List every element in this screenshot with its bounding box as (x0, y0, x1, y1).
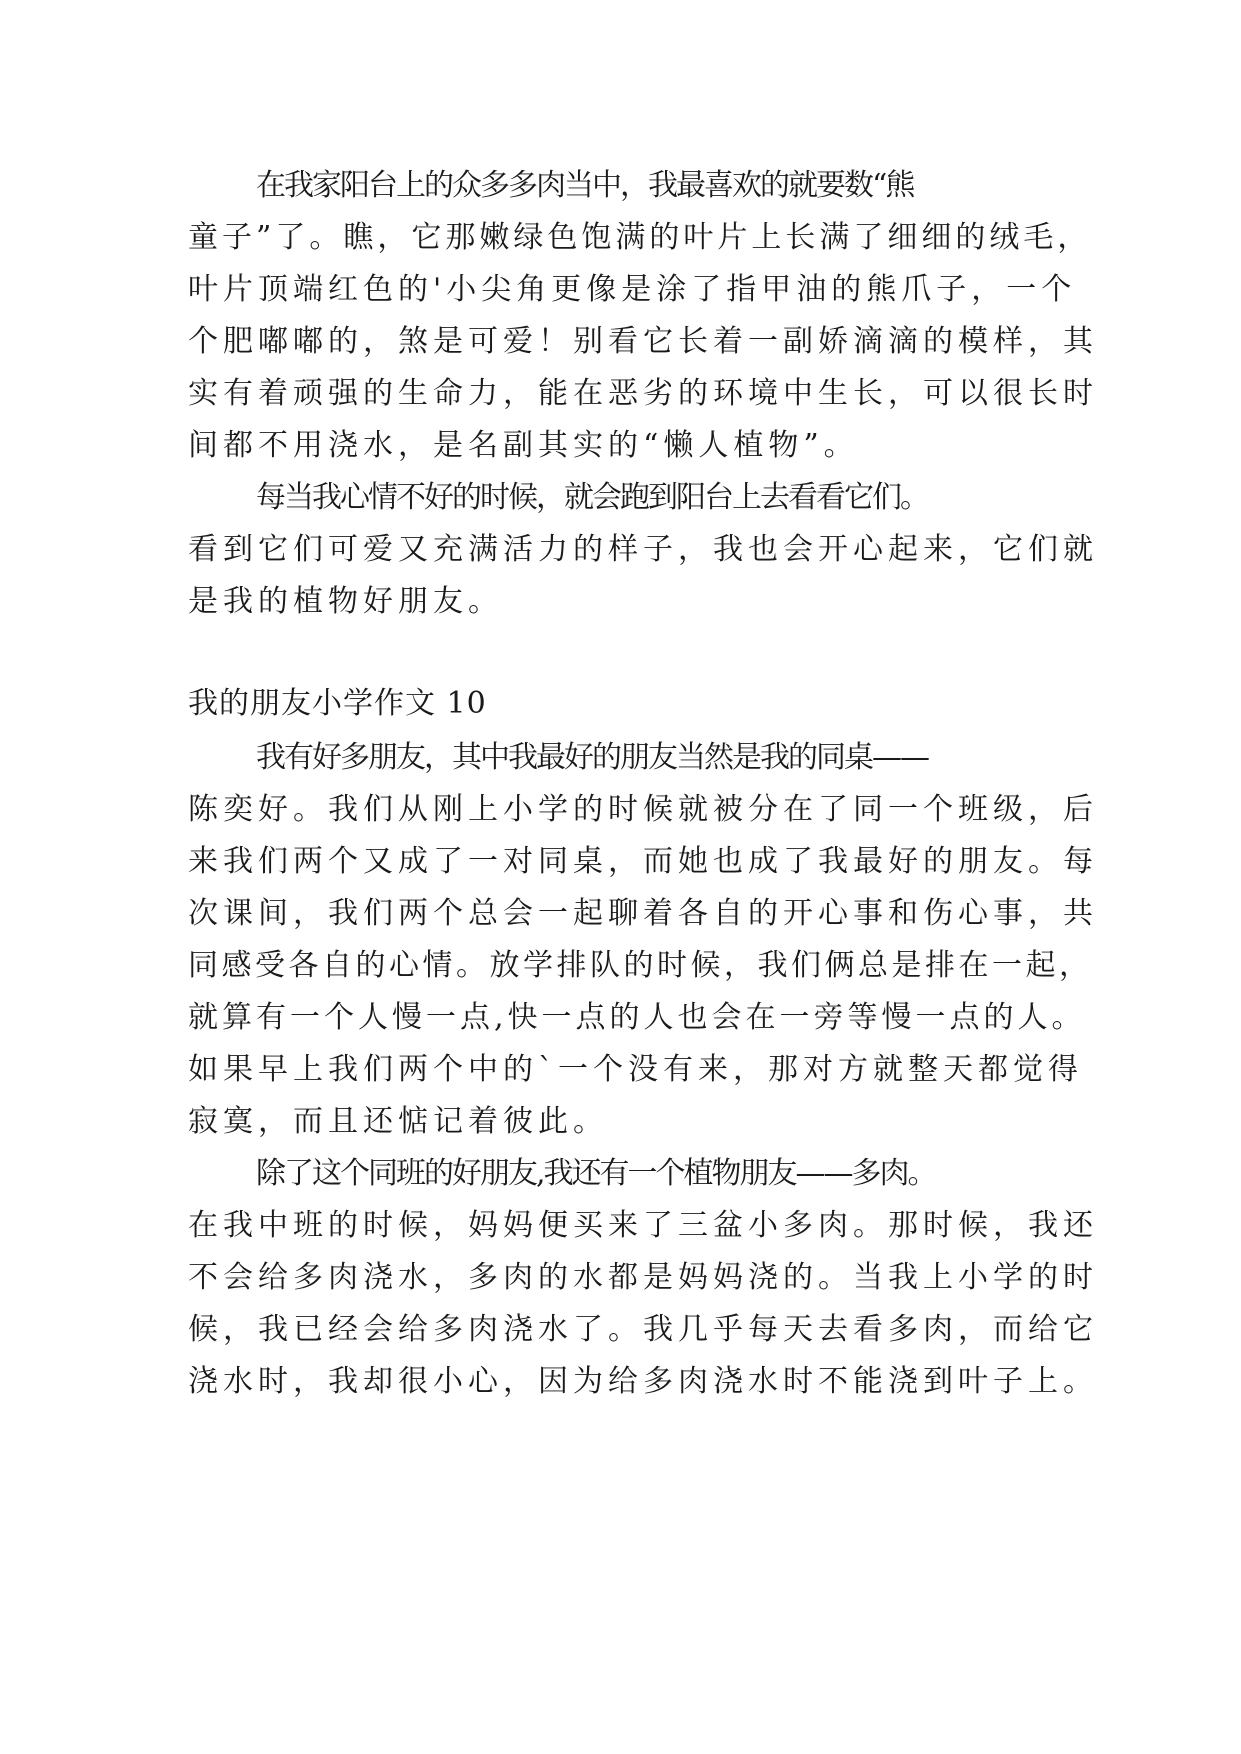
paragraph-line: 实有着顽强的生命力，能在恶劣的环境中生长，可以很长时 (188, 376, 1098, 411)
paragraph-line: 次课间，我们两个总会一起聊着各自的开心事和伤心事，共 (188, 896, 1098, 931)
paragraph-line: 间都不用浇水，是名副其实的“懒人植物”。 (188, 428, 859, 463)
paragraph-line: 候，我已经会给多肉浇水了。我几乎每天去看多肉，而给它 (188, 1312, 1098, 1347)
paragraph-line: 除了这个同班的好朋友,我还有一个植物朋友——多肉。 (256, 1156, 936, 1191)
paragraph-line: 陈奕好。我们从刚上小学的时候就被分在了同一个班级，后 (188, 792, 1098, 827)
paragraph-line: 在我中班的时候，妈妈便买来了三盆小多肉。那时候，我还 (188, 1208, 1098, 1243)
paragraph-line: 是我的植物好朋友。 (188, 584, 503, 619)
paragraph-line: 来我们两个又成了一对同桌，而她也成了我最好的朋友。每 (188, 844, 1098, 879)
paragraph-line: 看到它们可爱又充满活力的样子，我也会开心起来，它们就 (188, 532, 1098, 567)
paragraph-line: 浇水时，我却很小心，因为给多肉浇水时不能浇到叶子上。 (188, 1364, 1098, 1399)
paragraph-line: 叶片顶端红色的'小尖角更像是涂了指甲油的熊爪子，一个 (188, 272, 1077, 307)
paragraph-line: 不会给多肉浇水，多肉的水都是妈妈浇的。当我上小学的时 (188, 1260, 1098, 1295)
paragraph-line: 个肥嘟嘟的，煞是可爱！别看它长着一副娇滴滴的模样，其 (188, 324, 1098, 359)
paragraph-line: 寂寞，而且还惦记着彼此。 (188, 1104, 608, 1139)
paragraph-line: 就算有一个人慢一点,快一点的人也会在一旁等慢一点的人。 (188, 1000, 1086, 1035)
paragraph-line: 在我家阳台上的众多多肉当中，我最喜欢的就要数“熊 (256, 168, 914, 203)
paragraph-line: 如果早上我们两个中的`一个没有来，那对方就整天都觉得 (188, 1052, 1083, 1087)
paragraph-line: 同感受各自的心情。放学排队的时候，我们俩总是排在一起， (188, 948, 1093, 983)
paragraph-line: 每当我心情不好的时候，就会跑到阳台上去看看它们。 (256, 480, 928, 515)
section-title: 我的朋友小学作文 10 (188, 686, 487, 721)
paragraph-line: 我有好多朋友，其中我最好的朋友当然是我的同桌—— (256, 740, 928, 775)
paragraph-line: 童子”了。瞧，它那嫩绿色饱满的叶片上长满了细细的绒毛， (188, 220, 1092, 255)
